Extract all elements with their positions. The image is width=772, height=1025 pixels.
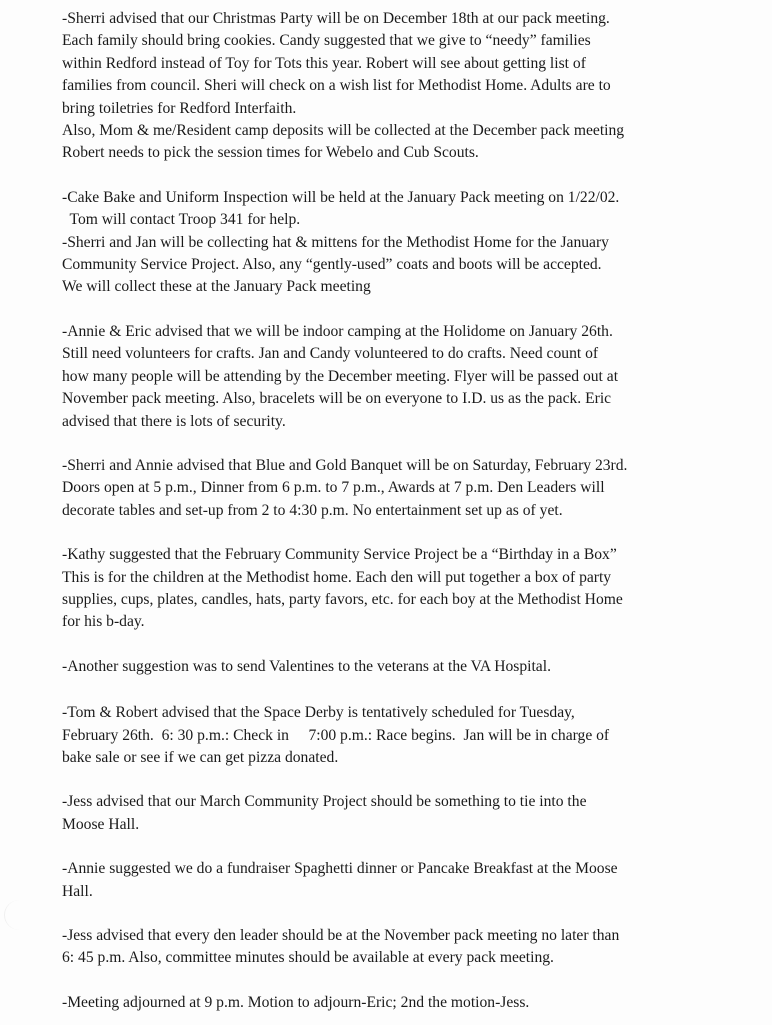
text-line: -Sherri advised that our Christmas Party will be on December 18th at our pack meeting.	[62, 10, 610, 27]
paragraph-spacer	[62, 836, 762, 858]
text-line: within Redford instead of Toy for Tots this year. Robert will see about getting list of	[62, 54, 586, 72]
text-line: 6: 45 p.m. Also, committee minutes should be available at every pack meeting.	[62, 949, 554, 967]
text-line: for his b-day.	[62, 613, 145, 631]
text-line: February 26th. 6: 30 p.m.: Check in 7:00 p.m.: Race begins. Jan will be in charge of	[62, 726, 610, 744]
paragraph-birthday-box	[62, 544, 762, 634]
text-line: -Kathy suggested that the February Community Service Project be a “Birthday in a Box”	[62, 546, 617, 564]
text-line: Still need volunteers for crafts. Jan and Candy volunteered to do crafts. Need count of	[62, 345, 599, 363]
text-line: -Annie suggested we do a fundraiser Spaghetti dinner or Pancake Breakfast at the Moose	[62, 860, 618, 878]
paragraph-spacer	[62, 634, 762, 656]
paragraph-spacer	[62, 522, 762, 544]
text-line: -Annie & Eric advised that we will be indoor camping at the Holidome on January 26th.	[62, 322, 613, 340]
paragraph-spacer	[62, 769, 762, 791]
text-line: advised that there is lots of security.	[62, 412, 286, 430]
text-line: -Meeting adjourned at 9 p.m. Motion to adjourn-Eric; 2nd the motion-Jess.	[62, 993, 530, 1011]
paragraph-spacer	[62, 970, 762, 992]
text-line: -Tom & Robert advised that the Space Derby is tentatively scheduled for Tuesday,	[62, 704, 575, 722]
paragraph-spacer	[62, 678, 762, 702]
text-line: Also, Mom & me/Resident camp deposits will be collected at the December pack meeting	[62, 122, 625, 140]
text-line: how many people will be attending by the December meeting. Flyer will be passed out at	[62, 367, 619, 385]
text-line: We will collect these at the January Pack meeting	[62, 278, 371, 296]
paragraph-fundraiser	[62, 858, 762, 903]
scan-artifact	[4, 900, 35, 930]
paragraph-indoor-camping	[62, 321, 762, 433]
text-line: Doors open at 5 p.m., Dinner from 6 p.m. to 7 p.m., Awards at 7 p.m. Den Leaders will	[62, 479, 605, 497]
text-line: decorate tables and set-up from 2 to 4:30 p.m. No entertainment set up as of yet.	[62, 501, 563, 519]
text-line: supplies, cups, plates, candles, hats, party favors, etc. for each boy at the Methodist Home	[62, 590, 623, 608]
text-line: Each family should bring cookies. Candy suggested that we give to “needy” families	[62, 32, 591, 50]
paragraph-spacer	[62, 165, 762, 187]
paragraph-den-leaders	[62, 925, 762, 970]
paragraph-blue-gold-banquet	[62, 455, 762, 522]
text-line: -Cake Bake and Uniform Inspection will be held at the January Pack meeting on 1/22/02.	[62, 188, 620, 206]
text-line: This is for the children at the Methodist home. Each den will put together a box of party	[62, 568, 612, 586]
text-line: bake sale or see if we can get pizza donated.	[62, 748, 339, 766]
paragraph-spacer	[62, 299, 762, 321]
paragraph-adjourned	[62, 992, 762, 1014]
text-line: Tom will contact Troop 341 for help.	[62, 211, 301, 229]
minutes-body	[62, 8, 762, 1014]
text-line: Community Service Project. Also, any “gently-used” coats and boots will be accepted.	[62, 256, 602, 274]
paragraph-spacer	[62, 903, 762, 925]
text-line: Moose Hall.	[62, 815, 140, 833]
paragraph-space-derby	[62, 702, 762, 769]
text-line: -Jess advised that our March Community Project should be something to tie into the	[62, 793, 587, 811]
paragraph-spacer	[62, 433, 762, 455]
text-line: November pack meeting. Also, bracelets will be on everyone to I.D. us as the pack. Eric	[62, 390, 612, 408]
text-line: -Another suggestion was to send Valentines to the veterans at the VA Hospital.	[62, 657, 551, 675]
text-line: Hall.	[62, 882, 93, 900]
paragraph-march-project	[62, 791, 762, 836]
text-line: -Sherri and Jan will be collecting hat & mittens for the Methodist Home for the January	[62, 233, 609, 251]
text-line: Robert needs to pick the session times for Webelo and Cub Scouts.	[62, 144, 479, 162]
text-line: families from council. Sheri will check on a wish list for Methodist Home. Adults are to	[62, 77, 611, 95]
text-line: bring toiletries for Redford Interfaith.	[62, 99, 297, 117]
paragraph-christmas-party	[62, 8, 762, 165]
text-line: -Sherri and Annie advised that Blue and Gold Banquet will be on Saturday, February 23rd.	[62, 456, 628, 474]
paragraph-valentines	[62, 656, 762, 678]
text-line: -Jess advised that every den leader should be at the November pack meeting no later than	[62, 927, 620, 944]
paragraph-cake-bake	[62, 187, 762, 299]
